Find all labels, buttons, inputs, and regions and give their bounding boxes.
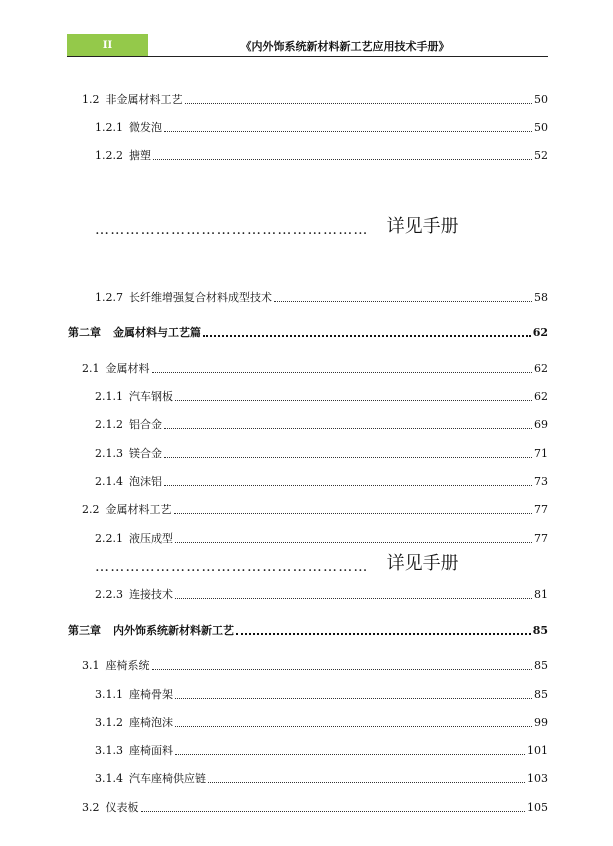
see-manual-text: 详见手册 — [386, 553, 459, 574]
toc-page: 52 — [534, 149, 548, 162]
toc-page: 50 — [534, 93, 548, 106]
toc-title: 金属材料工艺 — [105, 503, 172, 516]
toc-page: 99 — [534, 716, 548, 729]
toc-number: 2.2.1 — [95, 532, 123, 545]
toc-chapter-entry[interactable] — [68, 324, 548, 340]
toc-title: 汽车座椅供应链 — [129, 772, 206, 785]
toc-title: 座椅泡沫 — [129, 716, 173, 729]
toc-leader — [175, 726, 532, 727]
toc-page: 69 — [534, 418, 548, 431]
toc-page: 81 — [534, 588, 548, 601]
toc-number: 第三章 — [68, 624, 101, 637]
toc-page: 105 — [527, 801, 548, 814]
toc-title: 座椅骨架 — [129, 688, 173, 701]
toc-leader — [164, 131, 532, 132]
toc-title: 搪塑 — [129, 149, 151, 162]
toc-number: 3.1.4 — [95, 772, 123, 785]
toc-page: 85 — [532, 624, 548, 637]
toc-title: 微发泡 — [129, 121, 162, 134]
toc-leader — [185, 103, 533, 104]
toc-leader — [175, 754, 525, 755]
toc-leader — [164, 485, 532, 486]
toc-chapter-entry[interactable] — [68, 622, 548, 638]
toc-page: 77 — [534, 503, 548, 516]
toc-page: 85 — [534, 688, 548, 701]
toc-leader — [164, 457, 532, 458]
toc-title: 金属材料 — [105, 362, 150, 375]
toc-entry[interactable] — [95, 714, 548, 730]
toc-entry[interactable] — [82, 91, 548, 107]
toc-title: 铝合金 — [129, 418, 162, 431]
toc-entry[interactable] — [95, 388, 548, 404]
toc-number: 2.2.3 — [95, 588, 123, 601]
toc-page: 71 — [534, 447, 548, 460]
toc-leader — [153, 159, 532, 160]
toc-title: 座椅系统 — [105, 659, 150, 672]
toc-page: 62 — [534, 390, 548, 403]
toc-title: 汽车钢板 — [129, 390, 173, 403]
toc-title: 液压成型 — [129, 532, 173, 545]
toc-leader — [208, 782, 525, 783]
toc-number: 1.2.7 — [95, 291, 123, 304]
toc-leader — [274, 301, 532, 302]
header-divider — [67, 56, 548, 57]
toc-title: 内外饰系统新材料新工艺 — [113, 624, 234, 637]
toc-title: 泡沫铝 — [129, 475, 162, 488]
see-manual-note — [95, 549, 525, 575]
toc-number: 第二章 — [68, 326, 101, 339]
see-manual-note — [95, 212, 525, 238]
toc-page: 101 — [527, 744, 548, 757]
toc-entry[interactable] — [95, 742, 548, 758]
toc-leader — [236, 633, 531, 635]
toc-title: 连接技术 — [129, 588, 173, 601]
toc-entry[interactable] — [95, 289, 548, 305]
toc-page: 73 — [534, 475, 548, 488]
toc-entry[interactable] — [95, 770, 548, 786]
document-title: 《内外饰系统新材料新工艺应用技术手册》 — [240, 40, 450, 53]
see-manual-text: 详见手册 — [386, 216, 459, 237]
toc-leader — [175, 542, 532, 543]
toc-leader — [174, 513, 533, 514]
toc-entry[interactable] — [82, 360, 548, 376]
toc-page: 103 — [527, 772, 548, 785]
toc-page: 85 — [534, 659, 548, 672]
toc-number: 2.1.1 — [95, 390, 123, 403]
toc-title: 仪表板 — [105, 801, 139, 814]
toc-number: 2.1.3 — [95, 447, 123, 460]
toc-leader — [152, 669, 533, 670]
toc-page: 77 — [534, 532, 548, 545]
toc-number: 3.1 — [82, 659, 100, 672]
toc-title: 镁合金 — [129, 447, 162, 460]
toc-number: 3.1.2 — [95, 716, 123, 729]
toc-entry[interactable] — [82, 657, 548, 673]
toc-leader — [175, 400, 532, 401]
toc-leader — [203, 335, 531, 337]
toc-page: 58 — [534, 291, 548, 304]
toc-number: 3.1.1 — [95, 688, 123, 701]
toc-entry[interactable] — [82, 501, 548, 517]
toc-entry[interactable] — [95, 586, 548, 602]
toc-number: 1.2.2 — [95, 149, 123, 162]
toc-number: 1.2 — [82, 93, 100, 106]
toc-page: 62 — [532, 326, 548, 339]
ellipsis-leader: ……………………………………………… — [95, 222, 369, 238]
toc-title: 座椅面料 — [129, 744, 173, 757]
toc-entry[interactable] — [82, 799, 548, 815]
toc-number: 1.2.1 — [95, 121, 123, 134]
toc-leader — [141, 811, 526, 812]
toc-page: 50 — [534, 121, 548, 134]
toc-title: 非金属材料工艺 — [105, 93, 183, 106]
toc-number: 2.1.2 — [95, 418, 123, 431]
toc-entry[interactable] — [95, 530, 548, 546]
toc-entry[interactable] — [95, 119, 548, 135]
toc-number: 2.2 — [82, 503, 100, 516]
toc-number: 2.1.4 — [95, 475, 123, 488]
toc-number: 3.2 — [82, 801, 100, 814]
toc-entry[interactable] — [95, 445, 548, 461]
toc-entry[interactable] — [95, 473, 548, 489]
toc-number: 3.1.3 — [95, 744, 123, 757]
toc-entry[interactable] — [95, 686, 548, 702]
toc-leader — [175, 698, 532, 699]
ellipsis-leader: ……………………………………………… — [95, 559, 369, 575]
toc-entry[interactable] — [95, 416, 548, 432]
header-badge: II — [67, 34, 148, 56]
toc-title: 金属材料与工艺篇 — [113, 326, 201, 339]
toc-number: 2.1 — [82, 362, 100, 375]
toc-leader — [175, 598, 532, 599]
toc-leader — [164, 428, 532, 429]
toc-entry[interactable] — [95, 147, 548, 163]
toc-title: 长纤维增强复合材料成型技术 — [129, 291, 272, 304]
toc-page: 62 — [534, 362, 548, 375]
toc-leader — [152, 372, 533, 373]
